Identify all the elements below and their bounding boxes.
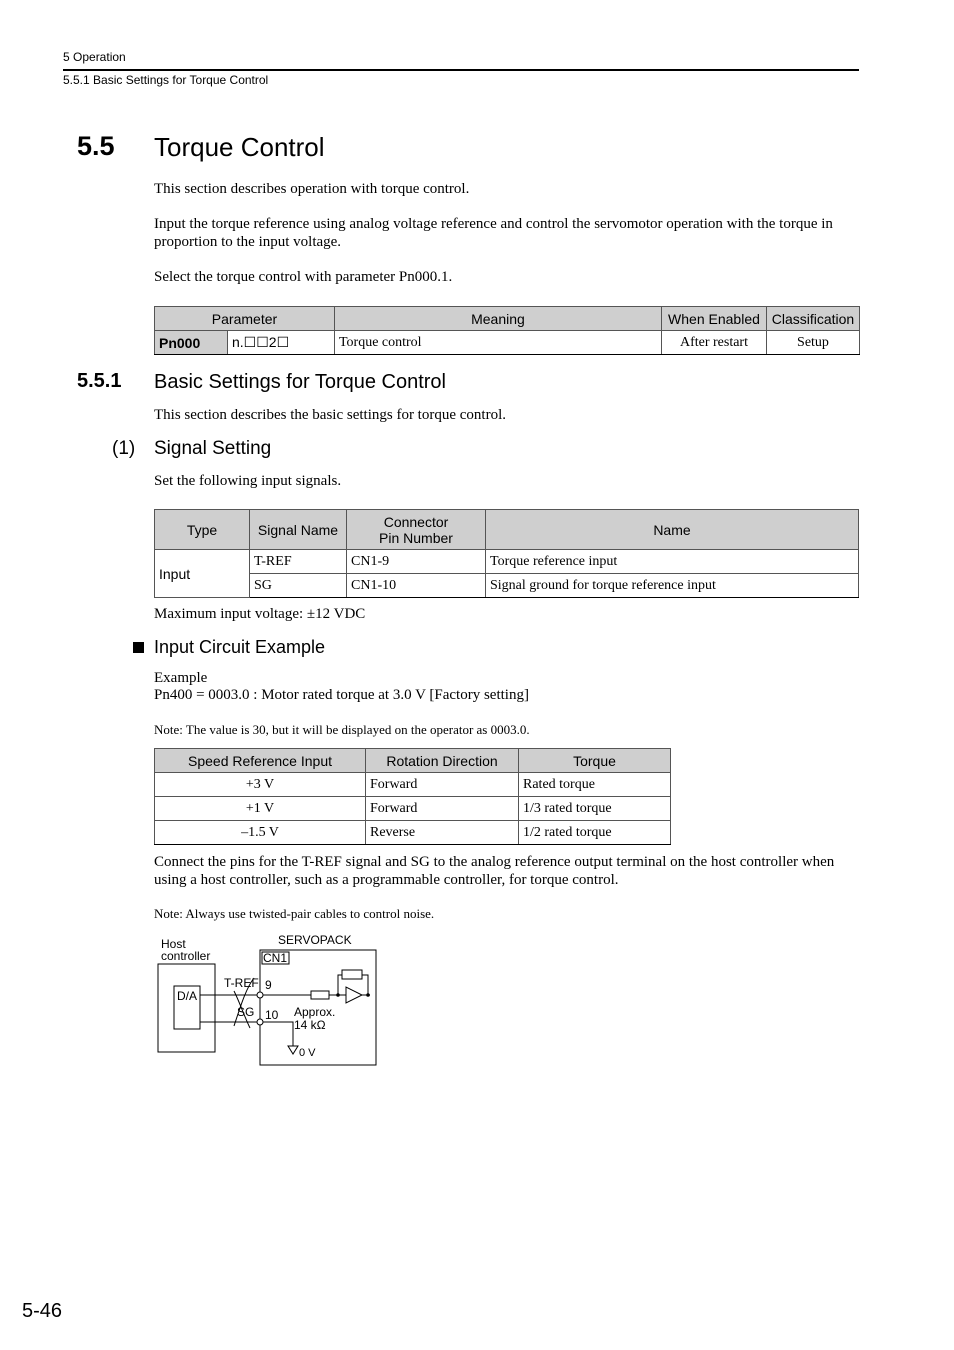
param-enabled: After restart — [661, 331, 766, 355]
section-title: Torque Control — [154, 132, 325, 162]
tref-label: T-REF — [224, 976, 259, 990]
page-number: 5-46 — [22, 1300, 63, 1322]
note-value-display: Note: The value is 30, but it will be displayed on the operator as 0003.0. — [154, 722, 530, 737]
ref-torque: 1/3 rated torque — [519, 797, 671, 821]
feedback-line — [362, 975, 368, 995]
feedback-line — [338, 975, 342, 995]
param-classification: Setup — [766, 331, 859, 355]
servopack-label: SERVOPACK — [278, 933, 352, 947]
op-amp-icon — [346, 987, 362, 1003]
ref-input: +3 V — [155, 773, 366, 797]
ref-direction: Reverse — [366, 821, 519, 845]
section-intro-3: Select the torque control with parameter Pn000.1. — [154, 269, 453, 285]
signal-header-type: Type — [155, 510, 250, 550]
subsection-number: 5.5.1 — [77, 370, 122, 392]
signal-description: Torque reference input — [486, 550, 859, 574]
host-label: Host — [161, 937, 186, 951]
param-value: n.☐☐2☐ — [228, 331, 335, 355]
signal-description: Signal ground for torque reference input — [486, 574, 859, 598]
signal-setting-number: (1) — [112, 438, 136, 459]
running-header-chapter: 5 Operation — [63, 50, 126, 64]
host-label: controller — [161, 949, 211, 963]
signal-header-name: Name — [486, 510, 859, 550]
parameter-table — [154, 306, 860, 355]
ref-input: –1.5 V — [155, 821, 366, 845]
bullet-square-icon — [133, 642, 144, 653]
signal-name: SG — [250, 574, 347, 598]
ref-direction: Forward — [366, 773, 519, 797]
pin-10-label: 10 — [265, 1008, 279, 1022]
feedback-resistor — [342, 970, 362, 979]
param-meaning: Torque control — [334, 331, 661, 355]
header-rule — [63, 69, 859, 71]
signal-table — [154, 509, 859, 598]
note-twisted-pair: Note: Always use twisted-pair cables to control noise. — [154, 906, 435, 921]
subsection-intro: This section describes the basic settings for torque control. — [154, 407, 506, 423]
param-header-meaning: Meaning — [334, 307, 661, 331]
terminal-9 — [257, 992, 263, 998]
zero-volt-label: 0 V — [299, 1047, 316, 1059]
input-resistor — [311, 991, 329, 999]
max-input-voltage: Maximum input voltage: ±12 VDC — [154, 606, 366, 622]
signal-type: Input — [155, 550, 250, 598]
ref-header-direction: Rotation Direction — [366, 749, 519, 773]
ground-line — [263, 1022, 293, 1046]
section-intro-2: Input the torque reference using analog voltage reference and control the servomotor operation with the torque in proportion to the input voltage. — [154, 216, 833, 250]
reference-table — [154, 748, 671, 845]
junction-dot — [366, 993, 370, 997]
cn1-label: CN1 — [263, 951, 288, 965]
resistance-label: 14 kΩ — [294, 1018, 326, 1032]
section-number: 5.5 — [77, 131, 115, 161]
input-circuit-diagram — [150, 928, 390, 1070]
ref-torque: Rated torque — [519, 773, 671, 797]
param-header-classification: Classification — [766, 307, 859, 331]
param-header-parameter: Parameter — [155, 307, 335, 331]
signal-pin: CN1-9 — [347, 550, 486, 574]
ref-header-torque: Torque — [519, 749, 671, 773]
example-label: Example — [154, 670, 208, 686]
junction-dot — [336, 993, 340, 997]
signal-header-signal: Signal Name — [250, 510, 347, 550]
da-label: D/A — [177, 989, 198, 1003]
sg-label: SG — [237, 1005, 255, 1019]
ref-direction: Forward — [366, 797, 519, 821]
ground-icon — [288, 1046, 298, 1054]
circuit-example-title: Input Circuit Example — [154, 637, 326, 657]
signal-setting-title: Signal Setting — [154, 438, 272, 459]
terminal-10 — [257, 1019, 263, 1025]
host-controller-box — [158, 964, 215, 1052]
example-line: Pn400 = 0003.0 : Motor rated torque at 3.0 V [Factory setting] — [154, 687, 529, 703]
signal-name: T-REF — [250, 550, 347, 574]
approx-label: Approx. — [294, 1005, 336, 1019]
signal-setting-intro: Set the following input signals. — [154, 473, 342, 489]
signal-pin: CN1-10 — [347, 574, 486, 598]
param-code: Pn000 — [155, 331, 228, 355]
ref-input: +1 V — [155, 797, 366, 821]
ref-torque: 1/2 rated torque — [519, 821, 671, 845]
param-header-enabled: When Enabled — [661, 307, 766, 331]
section-intro-1: This section describes operation with torque control. — [154, 181, 470, 197]
signal-header-pin: Connector Pin Number — [347, 510, 486, 550]
pin-9-label: 9 — [265, 978, 272, 992]
ref-header-input: Speed Reference Input — [155, 749, 366, 773]
connect-pins-text: Connect the pins for the T-REF signal and SG to the analog reference output terminal on the host controller when using a host controller, such as a programmable controller, for torque control. — [154, 854, 835, 888]
subsection-title: Basic Settings for Torque Control — [154, 371, 447, 393]
running-header-section: 5.5.1 Basic Settings for Torque Control — [63, 73, 269, 87]
